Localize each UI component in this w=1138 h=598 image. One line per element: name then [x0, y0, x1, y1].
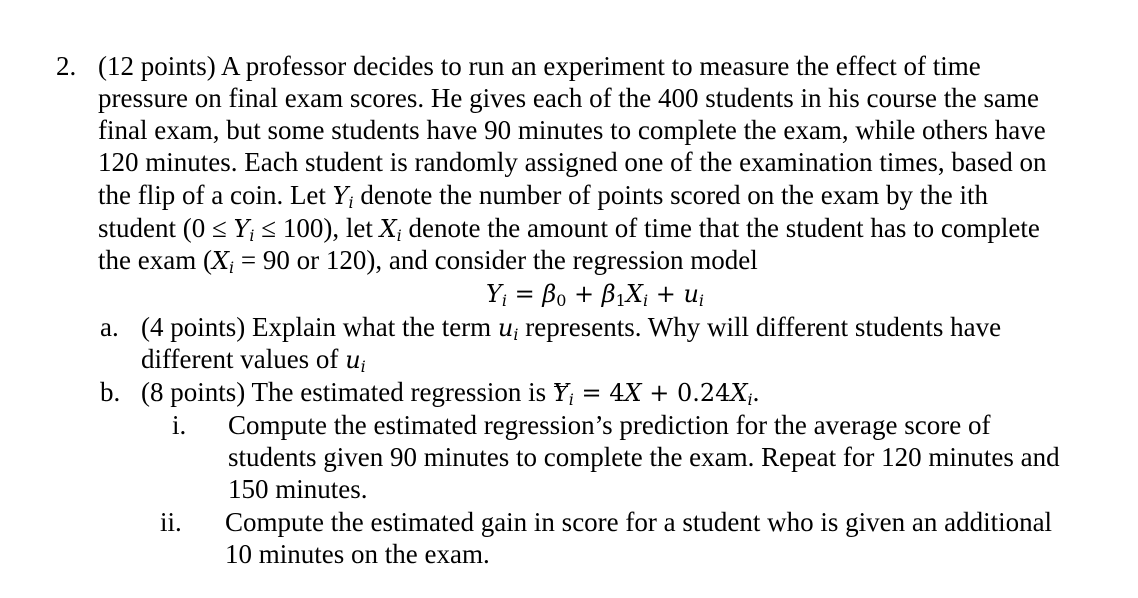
- question-line-7: [98, 244, 758, 277]
- part-a-line-2: [141, 343, 366, 376]
- part-a-label: a.: [100, 312, 119, 342]
- math-subscript: i: [698, 291, 705, 310]
- text-run: represents. Why will different students have: [518, 312, 1002, 342]
- sub-i-line-2: students given 90 minutes to complete the exam. Repeat for 120 minutes and: [228, 442, 1060, 472]
- text-run: the flip of a coin. Let: [98, 180, 333, 210]
- math-subscript: i: [249, 226, 255, 245]
- question-line-2: pressure on final exam scores. He gives each of the 400 students in his course the same: [98, 83, 1039, 113]
- math-variable: β: [601, 280, 616, 308]
- text-run: (8 points) The estimated regression is: [141, 377, 553, 407]
- regression-equation: [486, 277, 704, 310]
- math-variable: Y: [486, 280, 502, 308]
- text-run: different values of: [141, 344, 346, 374]
- math-text: = 4: [573, 379, 625, 407]
- math-subscript: i: [747, 390, 753, 409]
- math-variable: Y: [332, 182, 349, 210]
- math-subscript: i: [513, 325, 519, 344]
- math-operator: +: [648, 280, 684, 308]
- math-operator: +: [566, 280, 602, 308]
- math-variable: β: [542, 280, 557, 308]
- math-variable-hat: Y: [552, 379, 569, 407]
- math-variable: X: [211, 247, 230, 275]
- part-a-line-1: [141, 311, 1001, 344]
- math-subscript: i: [348, 193, 354, 212]
- math-subscript: i: [229, 258, 235, 277]
- math-subscript: i: [396, 226, 402, 245]
- sub-ii-label: ii.: [160, 507, 182, 537]
- text-run: student (0 ≤: [98, 213, 234, 243]
- text-run: ≤ 100), let: [254, 213, 380, 243]
- sub-i-line-3: 150 minutes.: [228, 474, 368, 504]
- math-subscript: 1: [615, 291, 626, 310]
- text-run: (4 points) Explain what the term: [141, 312, 498, 342]
- sub-ii-line-2: 10 minutes on the exam.: [225, 539, 490, 569]
- math-variable: Y: [233, 215, 250, 243]
- math-subscript: i: [360, 357, 366, 376]
- text-run: denote the number of points scored on the exam by the ith: [353, 180, 988, 210]
- math-variable: X: [625, 280, 643, 308]
- question-line-3: final exam, but some students have 90 minutes to complete the exam, while others have: [98, 115, 1046, 145]
- math-variable: u: [683, 280, 699, 308]
- question-number: 2.: [56, 51, 77, 81]
- math-subscript: i: [568, 390, 574, 409]
- math-subscript: 0: [556, 291, 567, 310]
- math-text: + 0.24: [641, 379, 731, 407]
- text-run: .: [752, 377, 760, 407]
- sub-ii-line-1: Compute the estimated gain in score for a student who is given an additional: [225, 507, 1053, 537]
- part-b-label: b.: [100, 377, 121, 407]
- part-b-line-1: [141, 376, 759, 409]
- math-variable: X: [624, 379, 642, 407]
- text-run: = 90 or 120), and consider the regression model: [234, 245, 758, 275]
- question-line-1: (12 points) A professor decides to run an experiment to measure the effect of time: [98, 51, 981, 81]
- text-run: the exam (: [98, 245, 212, 275]
- math-subscript: i: [501, 291, 507, 310]
- sub-i-line-1: Compute the estimated regression’s prediction for the average score of: [228, 410, 991, 440]
- question-line-5: [98, 179, 988, 212]
- math-variable: X: [379, 215, 397, 243]
- math-operator: =: [506, 280, 543, 308]
- sub-i-label: i.: [172, 410, 187, 440]
- text-run: denote the amount of time that the student has to complete: [401, 213, 1040, 243]
- math-variable: X: [730, 379, 748, 407]
- math-variable: u: [497, 314, 514, 342]
- math-variable: u: [345, 346, 361, 374]
- math-subscript: i: [642, 291, 649, 310]
- question-line-6: [98, 212, 1040, 245]
- question-line-4: 120 minutes. Each student is randomly assigned one of the examination times, based on: [98, 147, 1047, 177]
